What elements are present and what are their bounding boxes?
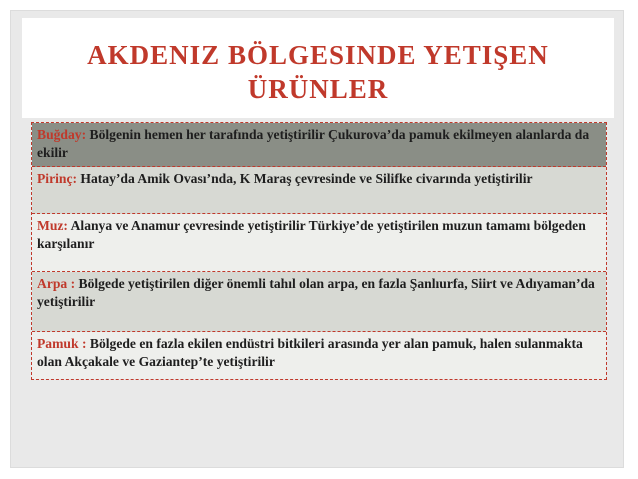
- product-description: Bölgenin hemen her tarafında yetiştirilir Çukurova’da pamuk ekilmeyen alanlarda da ekilir: [37, 127, 590, 160]
- slide-title: AKDENIZ BÖLGESINDE YETIŞEN ÜRÜNLER: [87, 40, 549, 104]
- product-description: Bölgede yetiştirilen diğer önemli tahıl olan arpa, en fazla Şanlıurfa, Siirt ve Adıyaman’da yetiştirilir: [37, 276, 595, 309]
- product-item-muz: [32, 214, 606, 272]
- product-description: Alanya ve Anamur çevresinde yetiştirilir Türkiye’de yetiştirilen muzun tamamı bölgeden karşılanır: [37, 218, 586, 251]
- product-item-bugday: [32, 123, 606, 167]
- product-label: Pamuk :: [37, 336, 87, 351]
- product-description: Bölgede en fazla ekilen endüstri bitkileri arasında yer alan pamuk, halen sulanmakta olan Akçakale ve Gaziantep’te yetiştirilir: [37, 336, 583, 369]
- product-label: Pirinç:: [37, 171, 78, 186]
- title-box: [22, 18, 614, 118]
- product-description: Hatay’da Amik Ovası’nda, K Maraş çevresinde ve Silifke civarında yetiştirilir: [77, 171, 533, 186]
- product-list: [31, 122, 607, 380]
- product-item-pirinc: [32, 167, 606, 214]
- product-label: Muz:: [37, 218, 68, 233]
- product-item-pamuk: [32, 332, 606, 379]
- product-item-arpa: [32, 272, 606, 332]
- product-label: Arpa :: [37, 276, 76, 291]
- product-label: Buğday:: [37, 127, 87, 142]
